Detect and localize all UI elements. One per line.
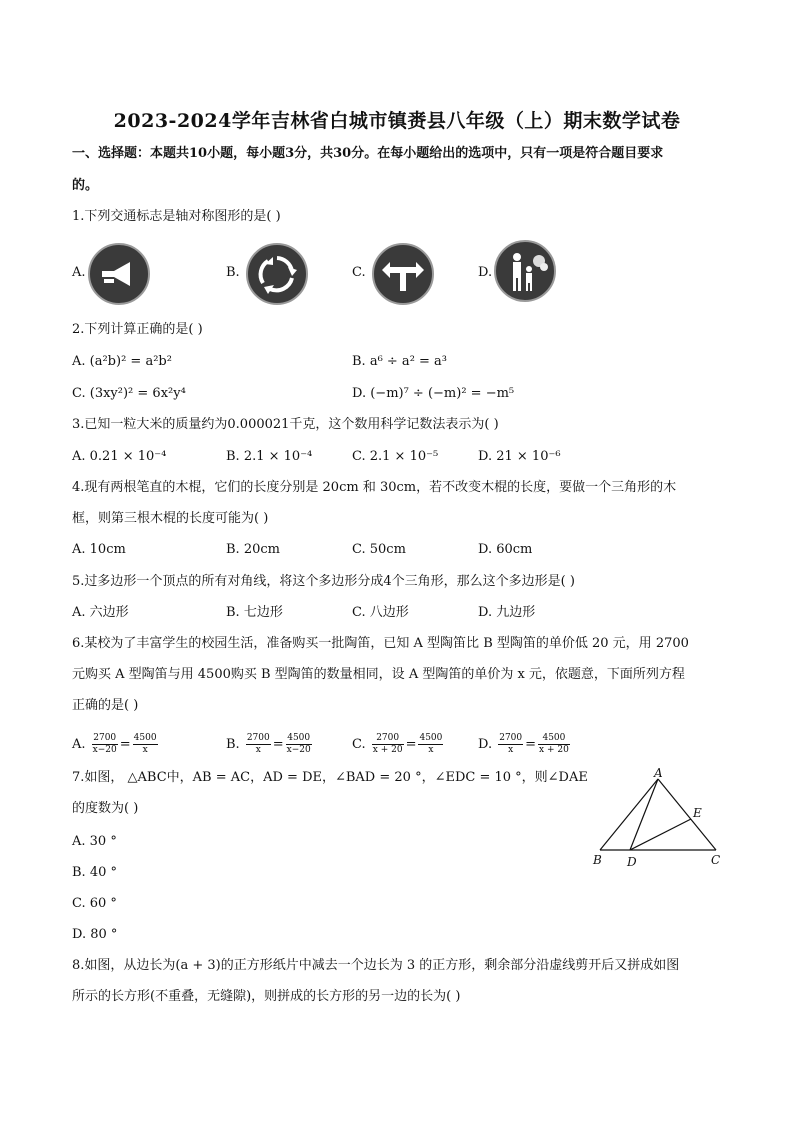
q3-option-a: A. 0.21 × 10⁻⁴ bbox=[72, 449, 167, 464]
horn-sign-icon bbox=[88, 243, 150, 305]
q1-label-d: D. bbox=[478, 265, 493, 280]
q7-stem-line1: 7.如图， △ABC中，AB = AC，AD = DE，∠BAD = 20 °，∠EDC = 10 °，则∠DAE bbox=[72, 770, 588, 785]
q6-stem-line2: 元购买 A 型陶笛与用 4500购买 B 型陶笛的数量相同，设 A 型陶笛的单价为 x 元，依题意，下面所列方程 bbox=[72, 667, 685, 682]
q7-option-d: D. 80 ° bbox=[72, 927, 118, 942]
vertex-label-e: E bbox=[693, 806, 702, 820]
q6-d-den1: x bbox=[508, 745, 514, 755]
q6-c-num2: 4500 bbox=[419, 733, 443, 743]
q6-option-d-label: D. bbox=[478, 737, 493, 752]
q3-option-c: C. 2.1 × 10⁻⁵ bbox=[352, 449, 439, 464]
q8-stem-line2: 所示的长方形(不重叠，无缝隙)，则拼成的长方形的另一边的长为( ) bbox=[72, 989, 461, 1004]
q8-stem-line1: 8.如图，从边长为(a + 3)的正方形纸片中减去一个边长为 3 的正方形，剩余部分沿虚线剪开后又拼成如图 bbox=[72, 958, 680, 973]
q7-option-c: C. 60 ° bbox=[72, 896, 117, 911]
q7-option-a: A. 30 ° bbox=[72, 834, 117, 849]
q5-option-b: B. 七边形 bbox=[226, 605, 283, 620]
q4-option-c: C. 50cm bbox=[352, 542, 406, 557]
q6-c-den2: x bbox=[428, 745, 434, 755]
q6-option-b-label: B. bbox=[226, 737, 240, 752]
q6-option-d: D. $\frac{2700}{x}$ = $\frac{4500}{x + 20}$ bbox=[478, 733, 569, 755]
vertex-label-c: C bbox=[711, 853, 721, 867]
section-header-line2: 的。 bbox=[72, 178, 99, 193]
q6-b-den1: x bbox=[255, 745, 261, 755]
q4-option-b: B. 20cm bbox=[226, 542, 280, 557]
q2-option-a: A. (a²b)² = a²b² bbox=[72, 354, 172, 369]
q6-c-num1: 2700 bbox=[372, 733, 404, 745]
q1-label-a: A. bbox=[72, 265, 86, 280]
q6-b-den2: x−20 bbox=[286, 745, 311, 755]
q6-d-num2: 4500 bbox=[538, 733, 570, 745]
q6-d-num1: 2700 bbox=[499, 733, 523, 743]
q3-option-b: B. 2.1 × 10⁻⁴ bbox=[226, 449, 313, 464]
q2-option-c: C. (3xy²)² = 6x²y⁴ bbox=[72, 386, 186, 401]
q3-stem: 3.已知一粒大米的质量约为0.000021千克，这个数用科学记数法表示为( ) bbox=[72, 417, 499, 432]
q6-c-den1: x + 20 bbox=[372, 745, 403, 755]
q4-option-a: A. 10cm bbox=[72, 542, 126, 557]
section-header-line1: 一、选择题：本题共10小题，每小题3分，共30分。在每小题给出的选项中，只有一项是符合题目要求 bbox=[72, 146, 664, 161]
side-ab bbox=[600, 779, 658, 850]
q6-option-c-label: C. bbox=[352, 737, 366, 752]
q6-a-den1: x−20 bbox=[92, 745, 117, 755]
roundabout-sign-icon bbox=[246, 243, 308, 305]
q7-stem-line2: 的度数为( ) bbox=[72, 801, 139, 816]
q1-stem: 1.下列交通标志是轴对称图形的是( ) bbox=[72, 209, 281, 224]
q3-option-d: D. 21 × 10⁻⁶ bbox=[478, 449, 561, 464]
q4-option-d: D. 60cm bbox=[478, 542, 533, 557]
q6-option-a-label: A. bbox=[72, 737, 86, 752]
q6-stem-line3: 正确的是( ) bbox=[72, 698, 139, 713]
pedestrian-sign-icon bbox=[494, 240, 556, 302]
vertex-label-d: D bbox=[627, 855, 637, 869]
q5-stem: 5.过多边形一个顶点的所有对角线，将这个多边形分成4个三角形，那么这个多边形是( ) bbox=[72, 574, 575, 589]
q6-stem-line1: 6.某校为了丰富学生的校园生活，准备购买一批陶笛，已知 A 型陶笛比 B 型陶笛的单价低 20 元，用 2700 bbox=[72, 636, 689, 651]
exam-title: 2023-2024学年吉林省白城市镇赉县八年级（上）期末数学试卷 bbox=[113, 110, 681, 132]
q2-option-b: B. a⁶ ÷ a² = a³ bbox=[352, 354, 448, 369]
vertex-label-a: A bbox=[654, 766, 663, 780]
segment-ad bbox=[630, 779, 658, 850]
q2-option-d: D. (−m)⁷ ÷ (−m)² = −m⁵ bbox=[352, 386, 515, 401]
q6-option-c: C. $\frac{2700}{x + 20}$ = $\frac{4500}{x}$ bbox=[352, 733, 443, 755]
q5-option-d: D. 九边形 bbox=[478, 605, 536, 620]
q1-label-c: C. bbox=[352, 265, 366, 280]
q2-stem: 2.下列计算正确的是( ) bbox=[72, 322, 203, 337]
q6-option-b: B. $\frac{2700}{x}$ = $\frac{4500}{x-20}$ bbox=[226, 733, 311, 755]
split-arrow-sign-icon bbox=[372, 243, 434, 305]
q4-stem-line2: 框，则第三根木棍的长度可能为( ) bbox=[72, 511, 269, 526]
q4-stem-line1: 4.现有两根笔直的木棍，它们的长度分别是 20cm 和 30cm，若不改变木棍的长度，要做一个三角形的木 bbox=[72, 480, 677, 495]
q6-b-num1: 2700 bbox=[246, 733, 270, 743]
side-ac bbox=[658, 779, 716, 850]
segment-de bbox=[630, 819, 691, 850]
q7-option-b: B. 40 ° bbox=[72, 865, 117, 880]
q6-b-num2: 4500 bbox=[287, 733, 311, 743]
q6-option-a: A. $\frac{2700}{x-20}$ = $\frac{4500}{x}$ bbox=[72, 733, 157, 755]
q6-a-num1: 2700 bbox=[93, 733, 117, 743]
q6-a-den2: x bbox=[142, 745, 148, 755]
vertex-label-b: B bbox=[593, 853, 602, 867]
q5-option-a: A. 六边形 bbox=[72, 605, 129, 620]
triangle-figure bbox=[590, 765, 730, 875]
q5-option-c: C. 八边形 bbox=[352, 605, 409, 620]
q1-label-b: B. bbox=[226, 265, 240, 280]
q6-a-num2: 4500 bbox=[133, 733, 157, 743]
q6-d-den2: x + 20 bbox=[539, 745, 569, 755]
